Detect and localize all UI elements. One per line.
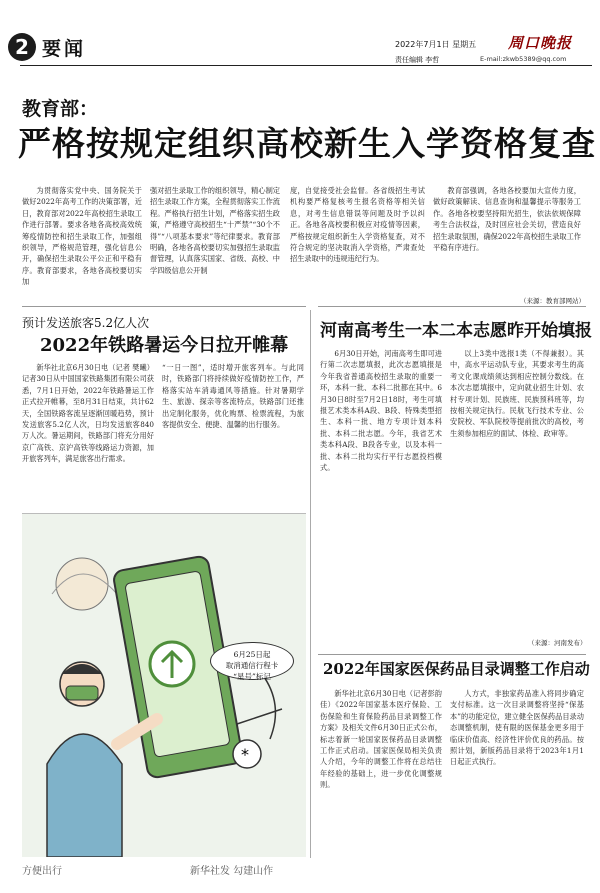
masthead-rule: [20, 65, 592, 66]
story4-body-col2: 人方式，非独家药品准入将同步确定支付标准。这一次目录调整将坚持“保基本”的功能定位，建立健全医保药品目录动态调整机制，使有限的医保基金更多用于临床价值高、经济性评价优良的药品。按照计划，新版药品目录将于2023年1月1日起正式执行。: [450, 689, 584, 767]
page-number-badge: 2: [8, 33, 36, 61]
editor-credit: 责任编辑 李哲: [395, 56, 440, 64]
story2-headline[interactable]: 2022年铁路暑运今日拉开帷幕: [40, 335, 289, 356]
newspaper-logo: 周口晚报: [508, 34, 573, 52]
bubble-line: 取消通信行程卡: [225, 661, 279, 670]
story1-body-col2: 强对招生录取工作的组织领导，精心制定招生录取工作方案，全程贯彻落实工作流程。严格执行招生计划，严格落实招生政策，严格遵守高校招生“十严禁”“30个不得”“八项基本要求”等纪律要求。教育部明确，各地各高校要切实加强招生录取监督管理，认真落实国家、省级、高校、中学四级信息公开制: [150, 186, 280, 275]
cartoon-illustration: [22, 513, 306, 857]
story1-kicker: 教育部：: [22, 98, 99, 120]
story1-body-col3: 度，自觉接受社会监督。各省级招生考试机构要严格复核考生报名资格等相关信息，对考生信息错误等问题及时予以纠正。各地各高校要积极应对疫情等因素，严格按规定组织新生入学资格复查，对不符合规定的坚决取消入学资格，严肃查处招生录取中的违规违纪行为。: [290, 186, 425, 264]
speech-bubble: [210, 642, 294, 680]
masthead: [0, 0, 600, 70]
story1-body-col4: 教育部强调，各地各校要加大宣传力度，做好政策解读、信息查询和温馨提示等服务工作。各地各校要坚持阳光招生，依法依规保障考生合法权益，及时回应社会关切，营造良好招生录取氛围，确保2022年高校招生录取工作平稳有序进行。: [433, 186, 581, 253]
story1-headline[interactable]: 严格按规定组织高校新生入学资格复查: [18, 124, 596, 163]
section-title: 要闻: [42, 38, 87, 60]
story2-body-col1: 新华社北京6月30日电（记者 樊曦）记者30日从中国国家铁路集团有限公司获悉，7月1日开始，2022年铁路暑运工作正式拉开帷幕，至8月31日结束，共计62天，全国铁路客流呈逐渐回暖趋势，预计发送旅客5.2亿人次，日均发送旅客840万人次。暑运期间，铁路部门将充分用好京广高铁、京沪高铁等线路运力资源，加开旅客列车，满足旅客出行需求。: [22, 363, 154, 464]
story2-kicker: 预计发送旅客5.2亿人次: [22, 316, 150, 330]
column-divider: [310, 310, 311, 858]
bubble-line: “星号”标记: [233, 672, 271, 681]
story4-headline[interactable]: 2022年国家医保药品目录调整工作启动: [323, 660, 590, 678]
illustration-credit: 新华社发 勾建山作: [190, 866, 274, 877]
contact-email: E-mail:zkwb5389@qq.com: [480, 55, 567, 63]
story4-body-col1: 新华社北京6月30日电（记者彭韵佳）《2022年国家基本医疗保险、工伤保险和生育保险药品目录调整工作方案》及相关文件6月30日正式公布，标志着新一轮国家医保药品目录调整工作正式启动。国家医保局相关负责人介绍，今年的调整工作将在总结往年经验的基础上，进一步优化调整规则。: [320, 689, 442, 790]
divider: [22, 306, 306, 307]
story3-source: （来源：河南发布）: [528, 639, 587, 647]
divider: [318, 654, 586, 655]
story1-body-col1: 为贯彻落实党中央、国务院关于做好2022年高考工作的决策部署，近日，教育部对2022年高校招生录取工作进行部署。要求各地各高校高效统筹疫情防控和招生录取工作，加强组织领导，严格规范管理，强化信息公开，确保招生录取公平公正和平稳有序。教育部要求，各地各高校要切实加: [22, 186, 142, 287]
story2-body-col2: “一日一图”，适时增开旅客列车。与此同时，铁路部门将持续做好疫情防控工作，严格落实站车消毒通风等措施。针对暑期学生、旅游、探亲等客流特点，铁路部门还推出定制化服务，优化购票、检票流程，为旅客提供安全、便捷、温馨的出行服务。: [162, 363, 304, 430]
divider: [318, 306, 586, 307]
svg-text:*: *: [241, 745, 249, 764]
story3-body-col1: 6月30日开始，河南高考生即可进行第二次志愿填报，此次志愿填报是今年我省普通高校招生录取的重要一环，本科一批、本科二批都在其中。6月30日8时至7月2日18时，考生可填报艺术类本科A段、B段、特殊类型招生、本科一批、地方专项计划本科批、本科二批志愿。今年，我省艺术类本科A段、B段各专业，以及本科一批、本科二批均实行平行志愿投档模式。: [320, 349, 442, 473]
illustration-caption: 方便出行: [22, 866, 62, 877]
publication-date: 2022年7月1日 星期五: [395, 40, 477, 49]
bubble-line: 6月25日起: [233, 650, 271, 659]
cartoon-drawing: [22, 514, 306, 857]
story3-headline[interactable]: 河南高考生一本二本志愿昨开始填报: [320, 321, 592, 341]
story3-body-col2: 以上3类中选报1类（不得兼报）。其中，高水平运动队专业，其要求考生的高考文化课成绩须达到相应控制分数线。在本次志愿填报中，定向就业招生计划、农村专项计划、民族班、民族预科班等，均按相关规定执行。民航飞行技术专业、公安院校、军队院校等提前批次的高校，考生须参加相应的面试、体检、政审等。: [450, 349, 584, 438]
story1-source: （来源：教育部网站）: [520, 297, 585, 305]
